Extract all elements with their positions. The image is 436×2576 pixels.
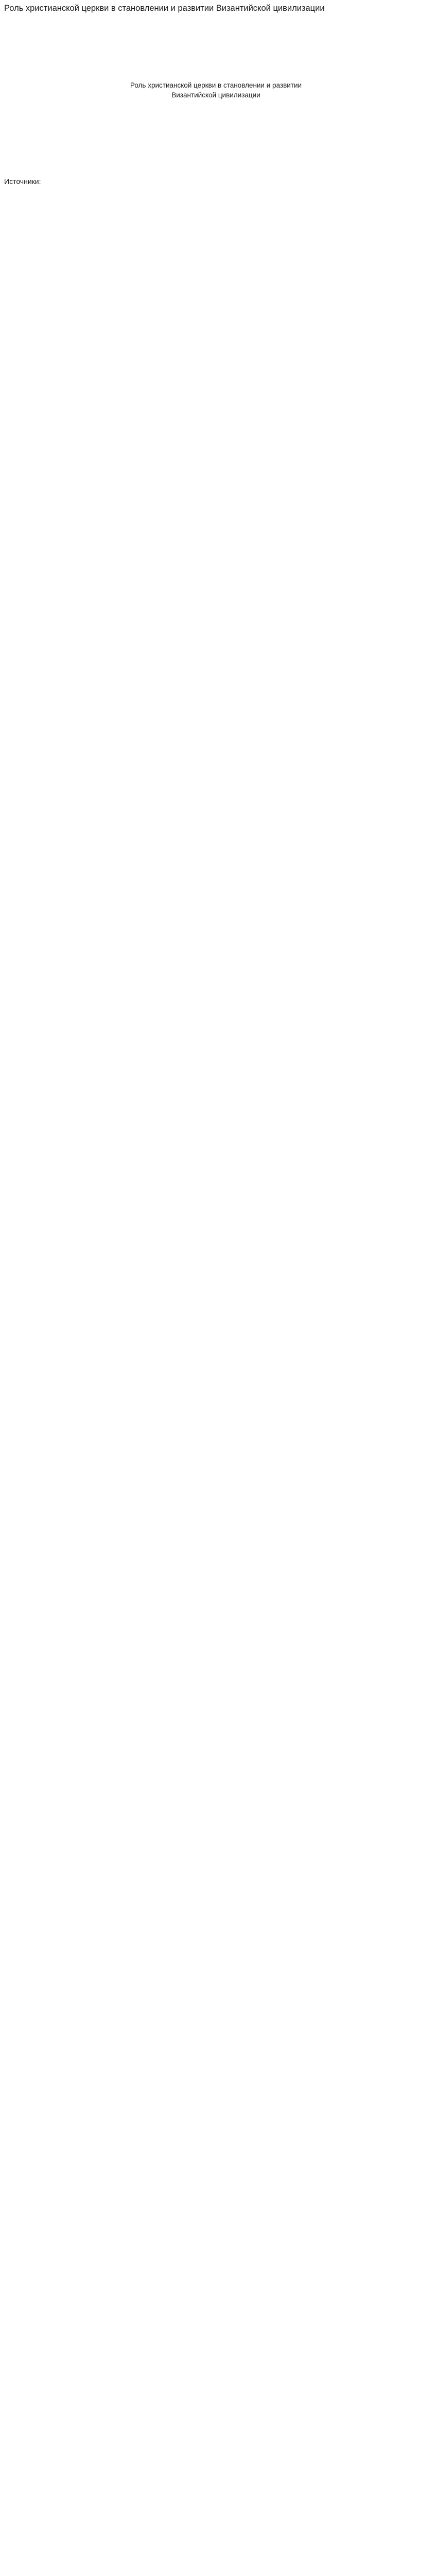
document-subtitle: Роль христианской церкви в становлении и развитии Византийской цивилизации (130, 81, 302, 99)
document (0, 0, 436, 201)
document-title: Роль христианской церкви в становлении и развитии Византийской цивилизации (4, 4, 325, 13)
sources-section (4, 177, 428, 187)
sources-heading: Источники: (4, 177, 41, 186)
